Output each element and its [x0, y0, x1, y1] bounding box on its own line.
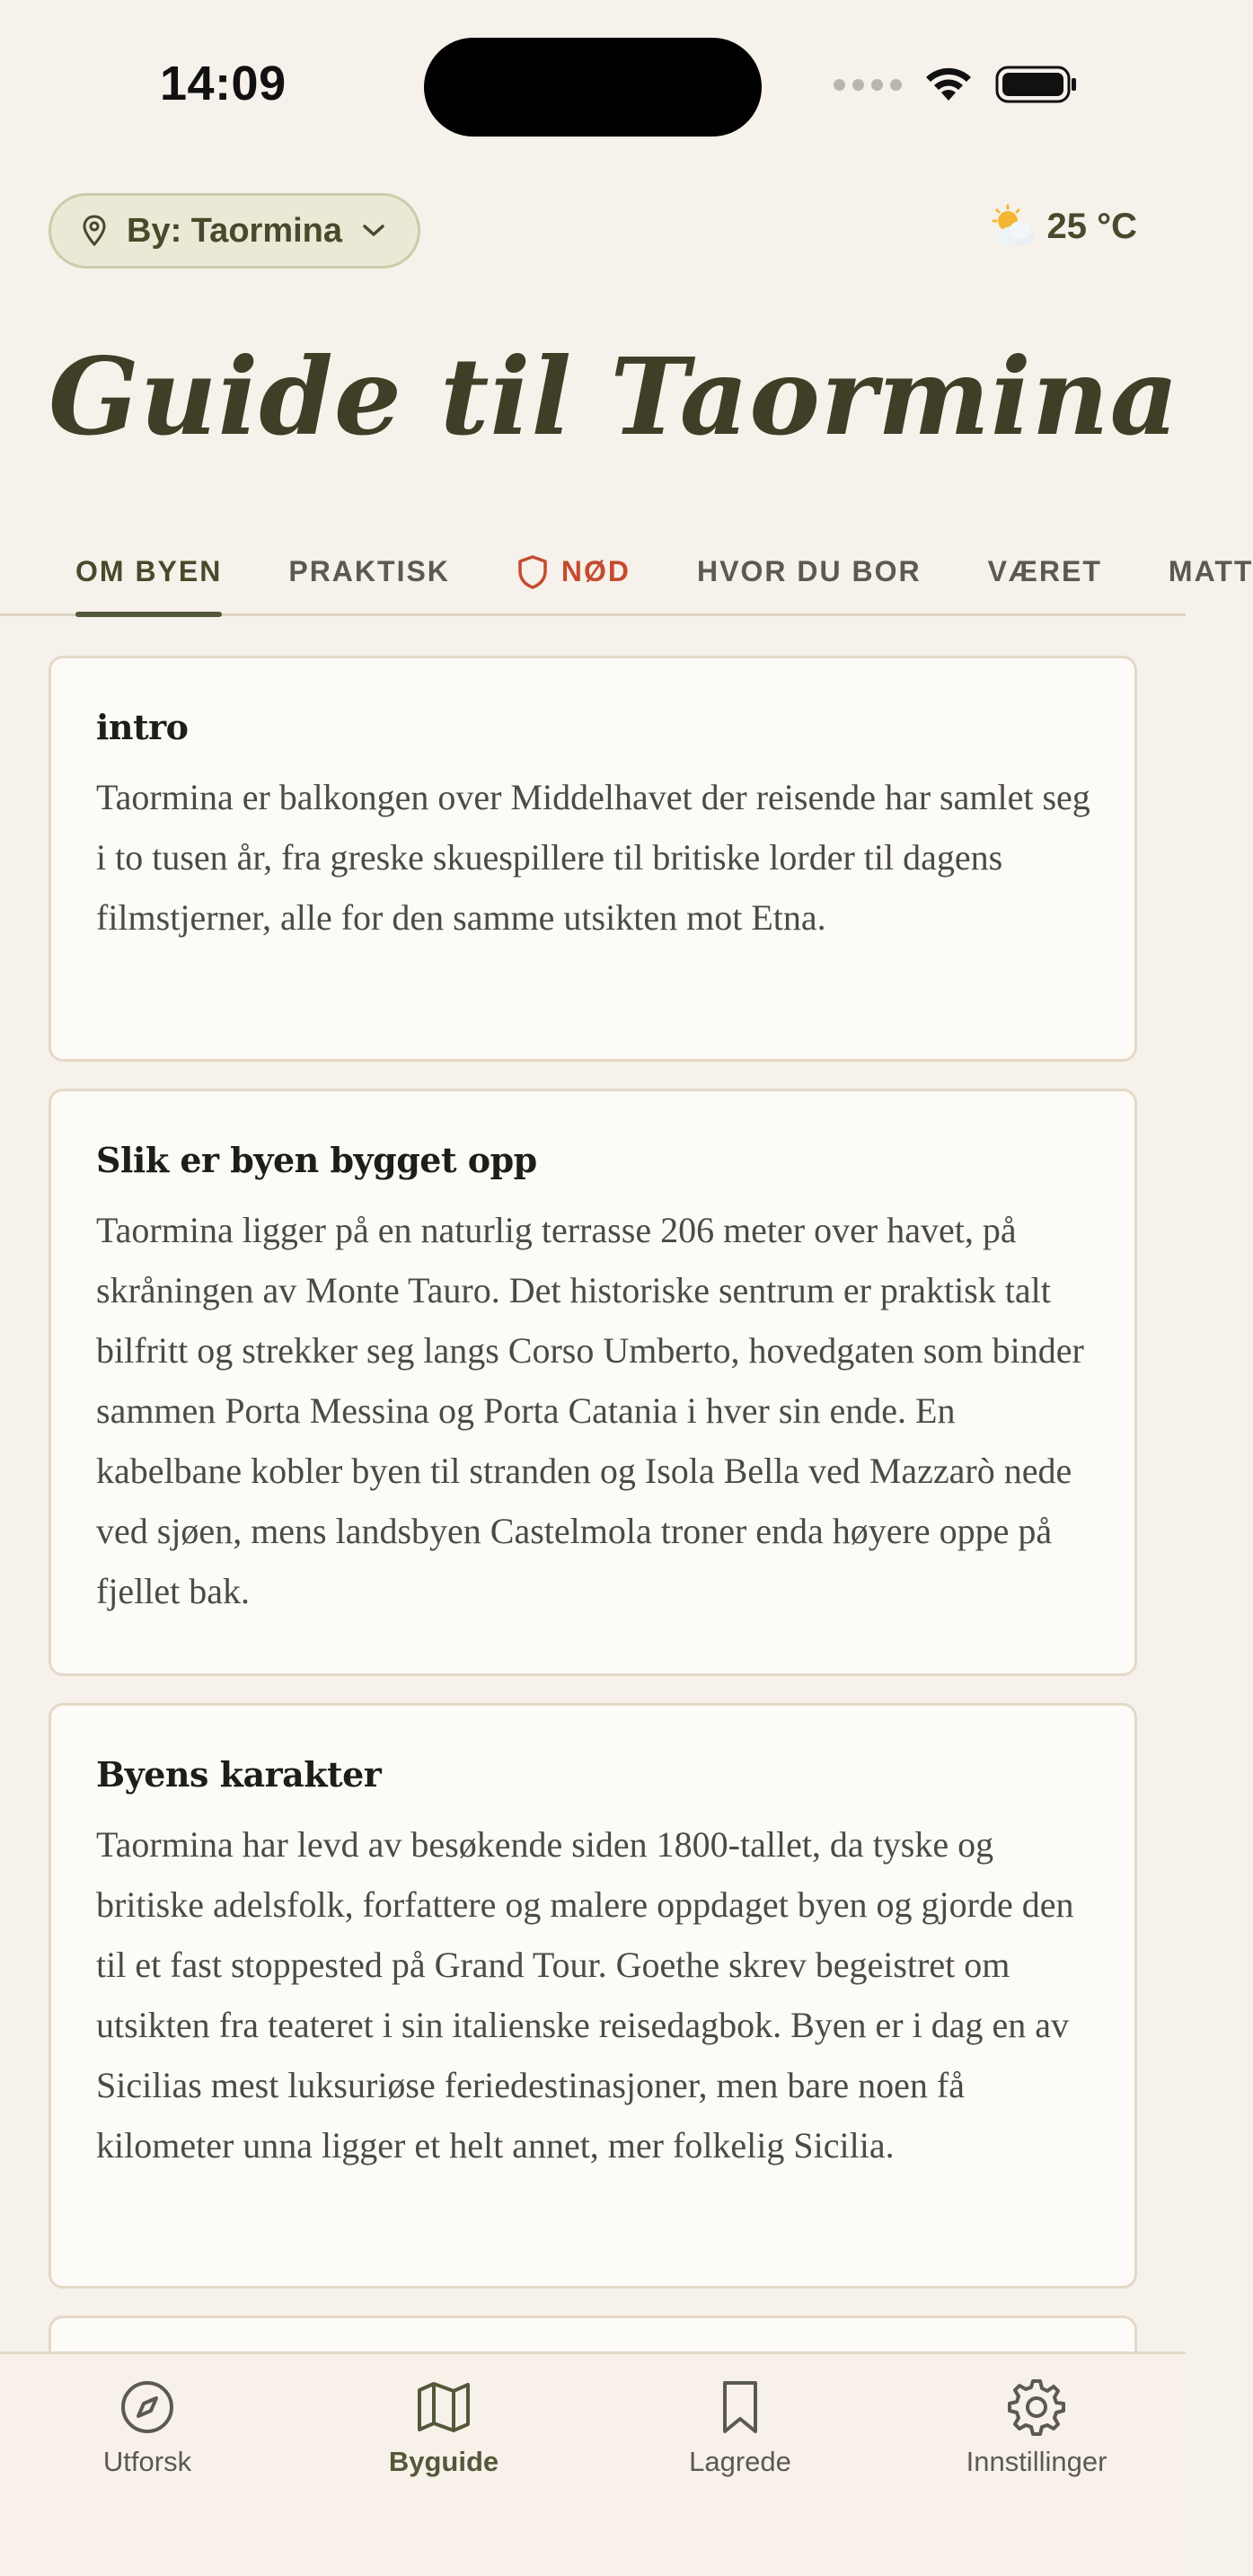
nav-utforsk[interactable]	[40, 2376, 255, 2478]
tab-vaeret[interactable]	[988, 529, 1102, 615]
bottom-navigation	[0, 2351, 1186, 2576]
tab-label: VÆRET	[987, 555, 1102, 587]
tab-matt[interactable]	[1169, 529, 1253, 615]
battery-icon	[995, 65, 1078, 104]
section-title: Slik er byen bygget opp	[96, 1140, 537, 1180]
nav-label: Byguide	[388, 2446, 499, 2477]
gear-icon	[1005, 2376, 1068, 2439]
section-body: Taormina ligger på en naturlig terrasse 206 meter over havet, på skråningen av Monte Tauro. Det historiske sentrum er praktisk talt bilfritt og strekker seg langs Corso Umberto, hovedgaten som binder sammen Porta Messina og Porta Catania i hver sin ende. En kabelbane kobler byen til stranden og Isola Bella ved Mazzarò nede ved sjøen, mens landsbyen Castelmola troner enda høyere oppe på fjellet bak.	[96, 1210, 1084, 1611]
section-title: Byens karakter	[96, 1754, 382, 1795]
location-pin-icon	[82, 215, 107, 247]
tab-label: HVOR DU BOR	[697, 555, 922, 587]
city-selector[interactable]	[49, 193, 420, 269]
tab-label: PRAKTISK	[288, 555, 450, 587]
section-title: intro	[96, 707, 189, 747]
tab-om-byen[interactable]	[75, 529, 222, 615]
section-card-intro	[49, 656, 1137, 1062]
nav-label: Utforsk	[102, 2446, 192, 2477]
compass-icon	[116, 2376, 179, 2439]
section-tabs	[0, 530, 1253, 616]
nav-byguide[interactable]	[336, 2376, 551, 2478]
nav-label: Innstillinger	[966, 2446, 1107, 2477]
tab-label: NØD	[560, 555, 631, 587]
tab-nod[interactable]	[516, 529, 631, 615]
section-body: Taormina er balkongen over Middelhavet der reisende har samlet seg i to tusen år, fra greske skuespillere til britiske lorder til dagens filmstjerner, alle for den samme utsikten mot Etna.	[96, 777, 1090, 938]
section-card-character	[49, 1703, 1137, 2289]
dynamic-island	[424, 38, 762, 137]
wifi-icon	[922, 65, 975, 104]
tab-praktisk[interactable]	[288, 529, 450, 615]
bookmark-icon	[709, 2376, 772, 2439]
weather-temperature: 25 °C	[1046, 206, 1137, 246]
tab-label: MATT	[1168, 555, 1253, 587]
tab-hvor-du-bor[interactable]	[697, 529, 922, 615]
section-card-structure	[49, 1089, 1137, 1676]
page-title: Guide til Taormina	[49, 334, 1180, 459]
map-icon	[412, 2376, 475, 2439]
nav-label: Lagrede	[689, 2446, 791, 2477]
nav-innstillinger[interactable]	[929, 2376, 1144, 2478]
partly-cloudy-icon	[988, 205, 1038, 248]
weather-summary	[988, 205, 1138, 248]
status-icons	[834, 65, 1078, 104]
shield-icon	[516, 554, 549, 590]
city-selector-label: By: Taormina	[127, 211, 343, 250]
chevron-down-icon	[362, 223, 385, 239]
status-time: 14:09	[160, 57, 287, 110]
nav-lagrede[interactable]	[632, 2376, 848, 2478]
section-body: Taormina har levd av besøkende siden 1800-tallet, da tyske og britiske adelsfolk, forfattere og malere oppdaget byen og gjorde den til et fast stoppested på Grand Tour. Goethe skrev begeistret om utsikten fra teateret i sin italienske reisedagbok. Byen er i dag en av Sicilias mest luksuriøse feriedestinasjoner, men bare noen få kilometer unna ligger et helt annet, mer folkelig Sicilia.	[96, 1824, 1074, 2166]
cellular-signal-icon	[834, 79, 902, 91]
tab-label: OM BYEN	[75, 555, 223, 587]
